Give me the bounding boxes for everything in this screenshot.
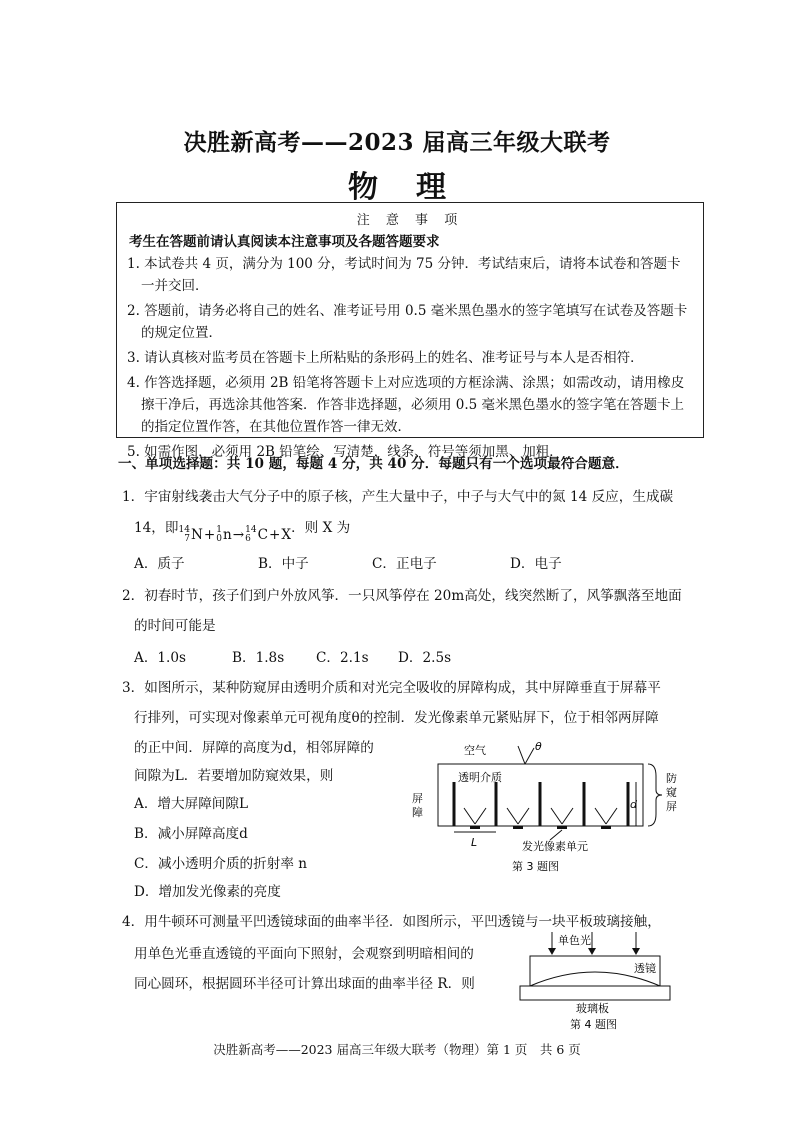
fig3-d-label: d xyxy=(630,798,637,811)
fig3-barrier-label-2: 障 xyxy=(412,806,423,819)
fig3-ray-right xyxy=(525,748,534,764)
fig4-arrowhead-2 xyxy=(588,948,596,955)
fig3-screen-brace xyxy=(648,764,662,826)
q3-option-c: C．减小透明介质的折射率 n xyxy=(134,856,308,872)
notice-box xyxy=(116,202,704,460)
q2-line2: 的时间可能是 xyxy=(134,618,216,634)
q1-line2-suffix: ．则 X 为 xyxy=(291,520,351,536)
q3-line2: 行排列，可实现对像素单元可视角度θ的控制．发光像素单元紧贴屏下，位于相邻两屏障 xyxy=(134,710,659,726)
q1-equation: 14 7 N + 1 0 n → 14 6 C + X xyxy=(178,525,292,544)
notice-item: 4. 作答选择题，必须用 2B 铅笔将答题卡上对应选项的方框涂满、涂黑；如需改动，请用橡皮擦干净后，再选涂其他答案．作答非选择题，必须用 0.5 毫米黑色墨水的签字笔在答题卡上的指定位置作答，在其他位置作答一律无效． xyxy=(127,375,685,435)
notice-heading: 注 意 事 项 xyxy=(356,213,464,228)
fig3-screen-label-3: 屏 xyxy=(666,800,677,813)
fig3-L-label: L xyxy=(471,836,478,849)
subject-title: 物理 xyxy=(348,170,484,205)
fig4-caption: 第 4 题图 xyxy=(570,1018,617,1031)
eq-x-symbol: X xyxy=(281,527,292,543)
q1-line1: 1．宇宙射线袭击大气分子中的原子核，产生大量中子，中子与大气中的氮 14 反应，生成碳 xyxy=(122,489,674,505)
q2-option-b: B．1.8s xyxy=(232,650,285,666)
fig4-lens-label: 透镜 xyxy=(634,962,656,975)
fig3-screen-label-2: 窥 xyxy=(666,786,677,799)
q2-option-d: D．2.5s xyxy=(398,650,452,666)
q1-option-b: B．中子 xyxy=(258,556,309,572)
notice-requirement: 考生在答题前请认真阅读本注意事项及各题答题要求 xyxy=(129,234,440,250)
fig3-pixel-pointer xyxy=(550,830,562,840)
page-footer: 决胜新高考——2023 届高三年级大联考（物理）第 1 页 共 6 页 xyxy=(213,1042,581,1057)
q3-line1: 3．如图所示，某种防窥屏由透明介质和对光完全吸收的屏障构成，其中屏障垂直于屏幕平 xyxy=(122,680,661,696)
notice-item: 1. 本试卷共 4 页，满分为 100 分，考试时间为 75 分钟．考试结束后，请将本试卷和答题卡一并交回． xyxy=(127,256,681,294)
q2-line1: 2．初春时节，孩子们到户外放风筝．一只风筝停在 20m高处，线突然断了，风筝飘落至地面 xyxy=(122,588,682,604)
q1-line2 xyxy=(134,516,350,544)
fig4-glass-plate xyxy=(520,986,670,1000)
fig3-barrier-label-1: 屏 xyxy=(412,792,423,805)
q2-option-c: C．2.1s xyxy=(316,650,369,666)
q3-line3: 的正中间．屏障的高度为d，相邻屏障的 xyxy=(134,740,374,756)
fig4-arrowhead-1 xyxy=(548,948,556,955)
q1-line2-prefix: 14，即 xyxy=(134,520,179,536)
eq-n-mass: 14 xyxy=(178,525,190,535)
fig3-medium-label: 透明介质 xyxy=(458,771,502,784)
fig4-light-label: 单色光 xyxy=(558,934,591,947)
q4-line2: 用单色光垂直透镜的平面向下照射，会观察到明暗相间的 xyxy=(134,946,474,962)
figure-3 xyxy=(404,736,696,878)
fig3-ray-left xyxy=(518,746,525,764)
exam-title: 决胜新高考——2023 届高三年级大联考 xyxy=(183,129,611,156)
eq-neutron-symbol: n xyxy=(222,527,232,543)
fig3-pixel-2 xyxy=(513,826,523,829)
q1-option-c: C．正电子 xyxy=(372,556,437,572)
q4-line3: 同心圆环，根据圆环半径可计算出球面的曲率半径 R．则 xyxy=(134,976,475,992)
eq-c-charge: 6 xyxy=(245,534,251,544)
section-title: 一、单项选择题：共 10 题，每题 4 分，共 40 分．每题只有一个选项最符合题意． xyxy=(118,456,629,472)
eq-n-symbol: N xyxy=(190,527,203,543)
fig3-pixel-label: 发光像素单元 xyxy=(522,840,588,853)
q3-option-d: D．增加发光像素的亮度 xyxy=(134,884,281,900)
q1-option-d: D．电子 xyxy=(510,556,562,572)
eq-c-symbol: C xyxy=(257,527,268,543)
notice-item: 2. 答题前，请务必将自己的姓名、准考证号用 0.5 毫米黑色墨水的签字笔填写在试卷及答题卡的规定位置． xyxy=(127,303,688,341)
q3-option-b: B．减小屏障高度d xyxy=(134,826,248,842)
fig3-screen-label-1: 防 xyxy=(666,772,677,785)
fig3-theta-label: θ xyxy=(535,740,542,753)
q3-line4: 间隙为L．若要增加防窥效果，则 xyxy=(134,768,334,784)
fig4-plate-label: 玻璃板 xyxy=(576,1002,609,1015)
q2-option-a: A．1.0s xyxy=(134,650,187,666)
fig3-caption: 第 3 题图 xyxy=(512,860,559,873)
q3-option-a: A．增大屏障间隙L xyxy=(134,796,248,812)
fig3-pixel-1 xyxy=(470,826,480,829)
eq-c-mass: 14 xyxy=(245,525,257,535)
eq-neutron-charge: 0 xyxy=(216,534,222,544)
figure-4 xyxy=(510,928,680,1032)
q4-line1: 4．用牛顿环可测量平凹透镜球面的曲率半径．如图所示，平凹透镜与一块平板玻璃接触， xyxy=(122,914,661,930)
q1-option-a: A．质子 xyxy=(134,556,185,572)
fig4-arrowhead-3 xyxy=(632,948,640,955)
fig3-pixel-4 xyxy=(601,826,611,829)
eq-neutron-mass: 1 xyxy=(216,525,222,535)
fig3-pixel-3 xyxy=(557,826,567,829)
eq-n-charge: 7 xyxy=(184,534,190,544)
notice-item: 5. 如需作图，必须用 2B 铅笔绘、写清楚，线条、符号等须加黑、加粗． xyxy=(127,444,563,460)
notice-item: 3. 请认真核对监考员在答题卡上所粘贴的条形码上的姓名、准考证号与本人是否相符． xyxy=(127,350,644,366)
fig3-air-label: 空气 xyxy=(464,744,486,757)
